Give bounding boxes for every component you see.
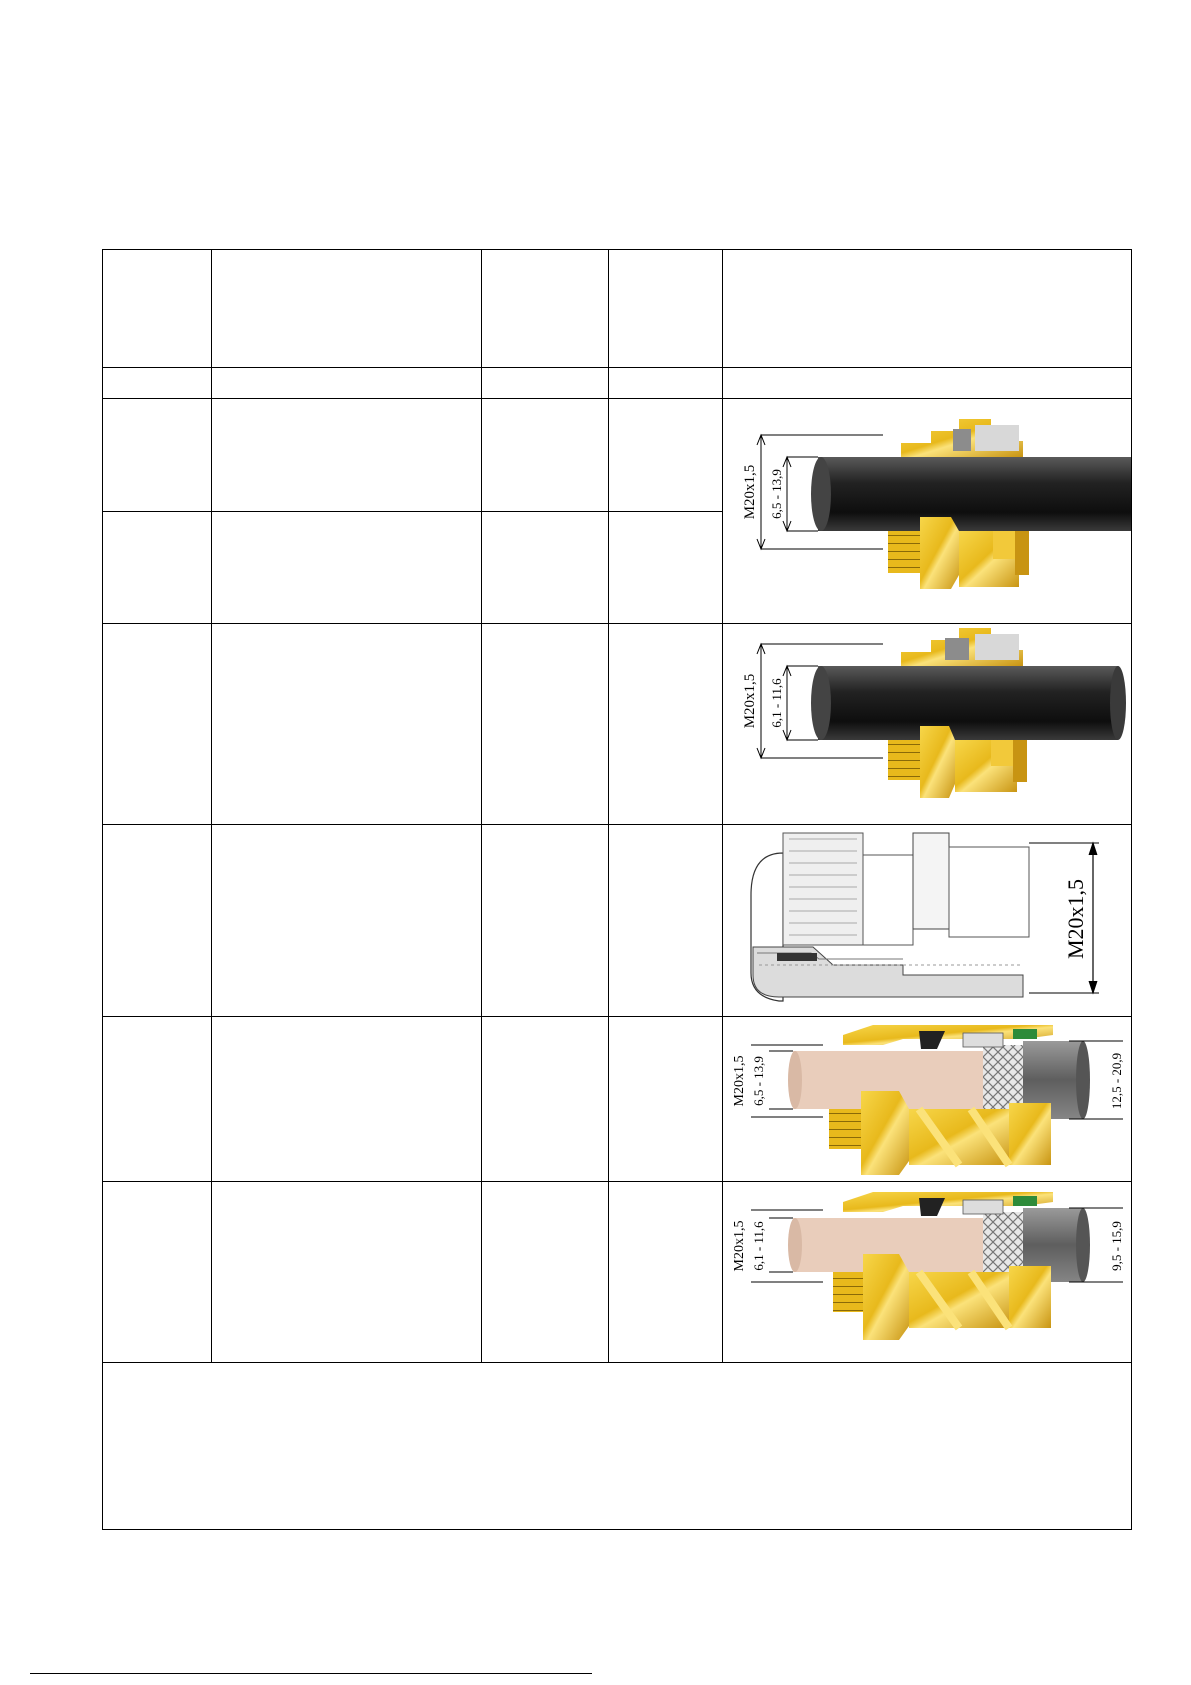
table-cell [609,825,723,1017]
table-cell [482,399,609,512]
table-row [103,624,1132,825]
table-cell [103,399,212,512]
table-cell [212,399,482,512]
table-cell [103,624,212,825]
header-cell-4 [609,250,723,368]
outer-range-label: 12,5 - 20,9 [1109,1052,1124,1110]
drawing-cell [723,1182,1132,1363]
table-cell [212,511,482,624]
table-cell [609,1017,723,1182]
header-cell-2 [212,250,482,368]
table-row [103,825,1132,1017]
drawing-cell [723,624,1132,825]
table-cell [482,825,609,1017]
table-cell [482,1182,609,1363]
table-cell [482,1017,609,1182]
drawing-cell [723,825,1132,1017]
table-cell [103,511,212,624]
range-label: 6,5 - 13,9 [751,1056,766,1106]
header-cell-1 [103,250,212,368]
cable-gland-drawing-2 [723,624,1132,823]
table-cell [103,368,212,399]
table-cell [482,368,609,399]
spec-table [102,249,1132,1530]
table-cell [609,399,723,512]
header-cell-5 [723,250,1132,368]
thread-label: M20x1,5 [732,1055,747,1107]
table-row [103,1017,1132,1182]
table-cell [212,1182,482,1363]
drawing-cell [723,1017,1132,1182]
table-cell [103,1017,212,1182]
armoured-gland-drawing-1 [723,1017,1132,1180]
table-cell [482,511,609,624]
outer-range-label: 9,5 - 15,9 [1109,1221,1124,1271]
table-cell [723,368,1132,399]
header-row [103,250,1132,368]
thread-label: M20x1,5 [742,673,758,729]
header-cell-3 [482,250,609,368]
table-cell [609,368,723,399]
footer-cell [103,1363,1132,1530]
table-row [103,399,1132,512]
table-cell [212,825,482,1017]
thread-label: M20x1,5 [1063,878,1088,960]
footnote-separator [30,1673,592,1674]
cable-gland-drawing-1 [723,399,1132,623]
plastic-gland-drawing [723,825,1132,1015]
armoured-gland-drawing-2 [723,1182,1132,1361]
range-label: 6,5 - 13,9 [769,469,784,519]
drawing-cell [723,399,1132,624]
table-row [103,368,1132,399]
table-cell [103,825,212,1017]
table-cell [212,1017,482,1182]
table-row [103,1182,1132,1363]
table-cell [212,368,482,399]
table-cell [482,624,609,825]
table-cell [212,624,482,825]
thread-label: M20x1,5 [732,1220,747,1272]
thread-label: M20x1,5 [742,464,758,520]
table-cell [103,1182,212,1363]
table-cell [609,624,723,825]
footer-row [103,1363,1132,1530]
range-label: 6,1 - 11,6 [769,678,784,728]
range-label: 6,1 - 11,6 [751,1221,766,1271]
table-cell [609,1182,723,1363]
table-cell [609,511,723,624]
